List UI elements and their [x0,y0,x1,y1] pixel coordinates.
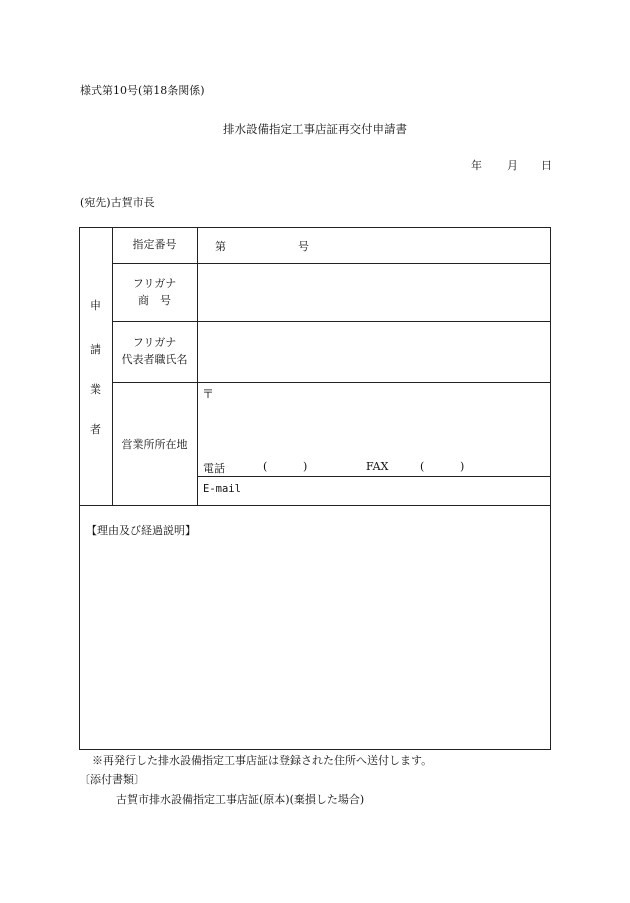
designation-number-field[interactable] [225,236,295,254]
representative-name-label: 代表者職氏名 [121,353,188,366]
phone-area-code-field[interactable] [272,459,300,474]
reason-field[interactable] [84,542,546,744]
document-title: 排水設備指定工事店証再交付申請書 [223,122,407,136]
designation-number-prefix: 第 [215,240,226,253]
row-divider [112,382,551,383]
date-month-label: 月 [507,159,518,172]
designation-number-suffix: 号 [298,240,309,253]
phone-paren-open: ( [263,460,268,473]
label-column-divider [197,227,198,505]
designation-number-label: 指定番号 [132,238,177,251]
applicant-label-char: 業 [90,383,101,396]
email-label: E-mail [203,483,241,495]
addressee: (宛先)古賀市長 [80,196,155,209]
reason-section-label: 【理由及び経過説明】 [86,524,196,537]
date-day-label: 日 [541,159,552,172]
phone-label: 電話 [203,462,225,475]
applicant-label-char: 申 [90,299,101,312]
fax-label: FAX [366,460,389,473]
phone-paren-close: ) [303,460,308,473]
form-number: 様式第10号(第18条関係) [80,84,205,97]
row-divider [112,321,551,322]
company-name-furigana-label: フリガナ [132,277,177,290]
fax-area-code-field[interactable] [429,459,457,474]
representative-furigana-label: フリガナ [132,336,177,349]
business-address-field[interactable] [218,386,546,456]
representative-name-field[interactable] [200,324,548,379]
reason-section-divider [79,505,551,506]
row-divider [197,476,551,477]
applicant-label-char: 者 [90,423,101,436]
email-field[interactable] [250,480,546,500]
date-year-label: 年 [471,159,482,172]
business-address-label: 営業所所在地 [121,438,188,451]
applicant-label-char: 請 [90,343,101,356]
fax-paren-close: ) [460,460,465,473]
company-name-field[interactable] [200,266,548,318]
row-divider [112,263,551,264]
attachment-item: 古賀市排水設備指定工事店証(原本)(棄損した場合) [116,793,365,806]
postal-mark: 〒 [202,387,215,401]
company-name-label: 商 号 [138,294,171,307]
fax-paren-open: ( [420,460,425,473]
attachments-heading: 〔添付書類〕 [79,773,145,786]
delivery-note: ※再発行した排水設備指定工事店証は登録された住所へ送付します。 [92,754,433,767]
